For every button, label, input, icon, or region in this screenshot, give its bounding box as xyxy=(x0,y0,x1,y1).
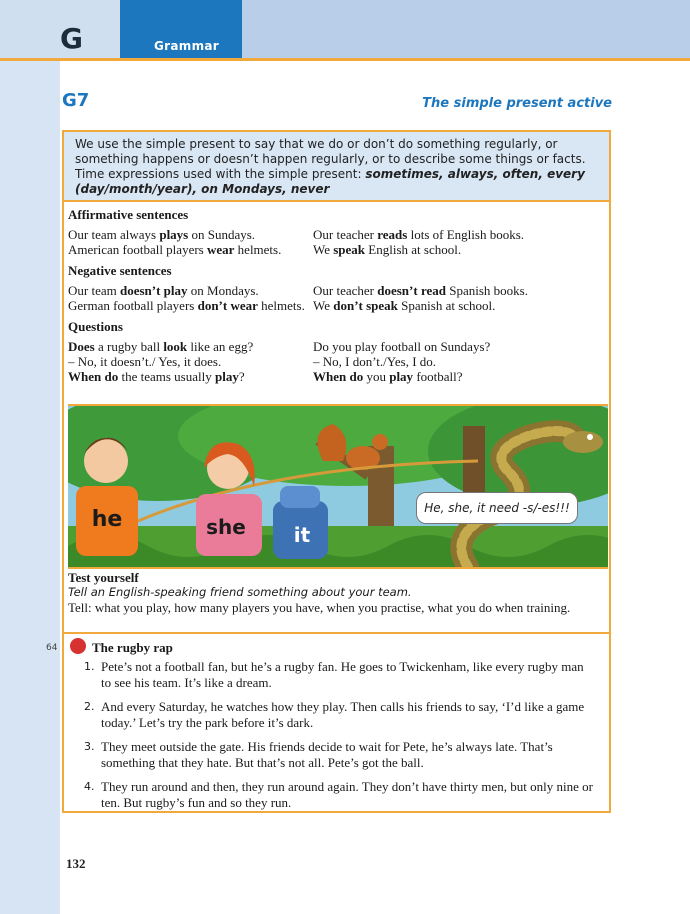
example-line: American football players wear helmets. xyxy=(68,242,282,257)
header-chapter-label: Grammar xyxy=(154,39,219,53)
header-divider xyxy=(0,58,690,61)
example-line: Do you play football on Sundays? xyxy=(313,339,491,354)
questions-row xyxy=(68,339,608,384)
label-he: he xyxy=(91,507,123,532)
rap-title: The rugby rap xyxy=(92,640,173,655)
time-expressions-label: Time expressions used with the simple present: xyxy=(75,167,366,181)
example-line: We speak English at school. xyxy=(313,242,462,257)
example-line: When do you play football? xyxy=(313,369,463,384)
example-line: When do the teams usually play? xyxy=(68,369,245,384)
affirmative-heading: Affirmative sentences xyxy=(68,207,189,222)
test-heading: Test yourself xyxy=(68,570,139,585)
time-expressions-list: sometimes, always, often, every (day/month/year), on Mondays, never xyxy=(75,167,585,196)
intro-box xyxy=(64,132,609,202)
example-line: We don’t speak Spanish at school. xyxy=(313,298,496,313)
example-line: – No, I don’t./Yes, I do. xyxy=(313,354,437,369)
example-line: Our team doesn’t play on Mondays. xyxy=(68,283,259,298)
example-line: German football players don’t wear helmets. xyxy=(68,298,305,313)
section-id: G7 xyxy=(62,90,90,111)
example-line: Our team always plays on Sundays. xyxy=(68,227,256,242)
page-number: 132 xyxy=(66,856,86,871)
negative-row xyxy=(68,283,608,313)
side-page-number: 64 xyxy=(46,643,58,653)
grammar-examples xyxy=(68,205,608,384)
sidebar-strip xyxy=(0,61,60,914)
label-she: she xyxy=(206,515,246,539)
verse-item: 1. Pete’s not a football fan, but he’s a rugby fan. He goes to Twickenham, like every rugby man to see his team. It’s like a dream. xyxy=(84,659,584,690)
intro-text: We use the simple present to say that we do or don’t do something regularly, or something happens or doesn’t happen regularly, or to describe some things or facts. xyxy=(75,137,586,166)
verse-item: 2. And every Saturday, he watches how they play. Then calls his friends to say, ‘I’d like a game today.’ Let’s try the park before it’s dark. xyxy=(84,699,585,730)
test-instruction: Tell an English-speaking friend something about your team. xyxy=(68,585,412,599)
verse-item: 4. They run around and then, they run around again. They don’t have thirty men, but only nine or ten. But rugby’s fun and so they run. xyxy=(84,779,593,810)
label-it: it xyxy=(293,523,311,547)
section-divider xyxy=(64,632,609,634)
questions-heading: Questions xyxy=(68,319,123,334)
rap-verses xyxy=(84,659,596,819)
example-line: Our teacher reads lots of English books. xyxy=(313,227,525,242)
verse-item: 3. They meet outside the gate. His friends decide to wait for Pete, he’s always late. That’s something that they hate. But that’s not all. Pete’s got the ball. xyxy=(84,739,553,770)
header-letter: G xyxy=(60,22,83,55)
test-yourself xyxy=(68,570,606,615)
example-line: Does a rugby ball look like an egg? xyxy=(68,339,254,354)
audio-cd-icon xyxy=(70,638,86,654)
negative-heading: Negative sentences xyxy=(68,263,172,278)
test-text: Tell: what you play, how many players you have, when you practise, what you do when training. xyxy=(68,600,571,615)
speech-bubble: He, she, it need -s/-es!!! xyxy=(416,492,578,524)
section-title: The simple present active xyxy=(422,96,612,111)
example-line: Our teacher doesn’t read Spanish books. xyxy=(313,283,528,298)
example-line: – No, it doesn’t./ Yes, it does. xyxy=(68,354,222,369)
affirmative-row xyxy=(68,227,608,257)
cartoon-illustration xyxy=(68,404,608,569)
header-chapter-tab xyxy=(120,0,242,58)
